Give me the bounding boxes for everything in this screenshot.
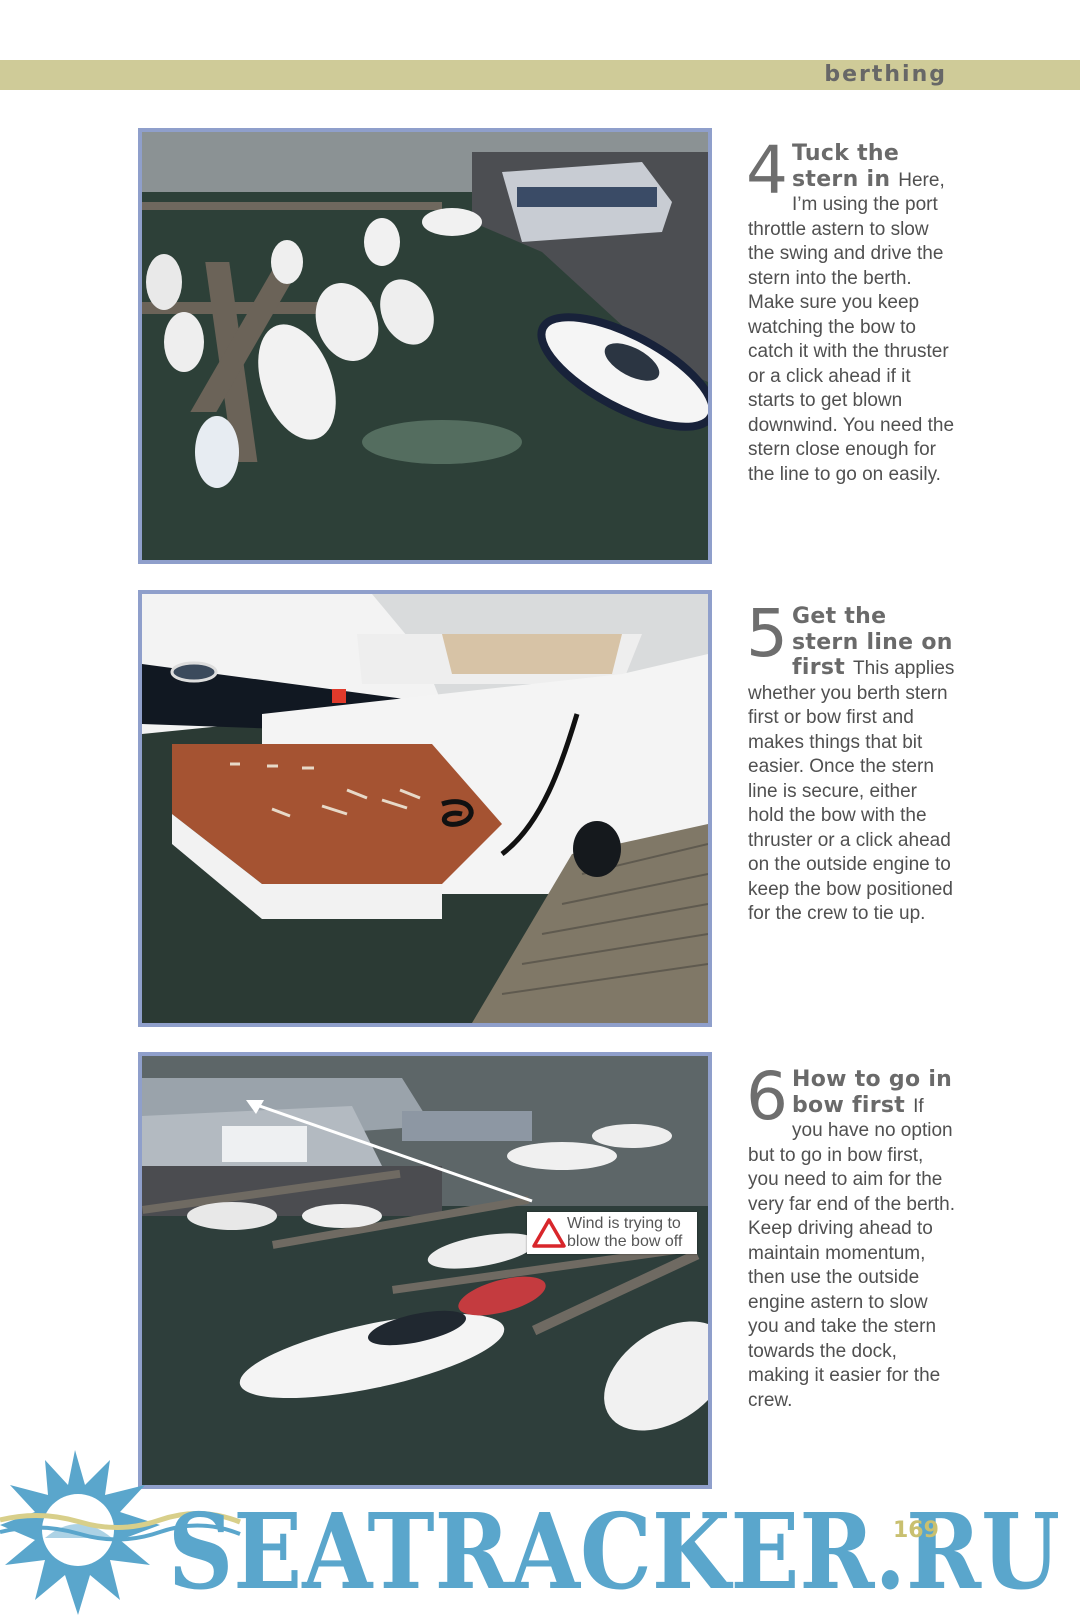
step-number: 5: [746, 595, 788, 672]
step-body: If you have no option but to go in bow first, you need to aim for the very far end of the berth. Keep driving ahead to maintain momentum, then use the outside engine astern to slow you and take the stern towards the dock, making it easier for the crew.: [748, 1095, 956, 1411]
step-6: [746, 1058, 958, 1413]
photo-bow-first-aerial: [138, 1052, 712, 1489]
page-number: 169: [893, 1518, 939, 1543]
photo-aerial-marina: [138, 128, 712, 564]
section-header-band: [0, 60, 1080, 90]
wind-callout-line2: blow the bow off: [567, 1233, 683, 1250]
watermark-text: SEATRACKER.RU: [168, 1490, 1060, 1613]
step-body: This applies whether you berth stern first or bow first and makes things that bit easier. Once the stern line is secure, either hold the bow with the thruster or a click ahead on the outside engine to keep the bow positioned for the crew to tie up.: [748, 658, 955, 924]
photo-stern-closeup: [138, 590, 712, 1027]
step-heading: How to go in bow first: [792, 1067, 953, 1118]
step-body: Here, I’m using the port throttle astern to slow the swing and drive the stern into the berth. Make sure you keep watching the bow to catch it with the thruster or a click ahead if it starts to get blown downwind. You need the stern close enough for the line to go on easily.: [748, 169, 955, 485]
wind-callout: [527, 1212, 697, 1254]
step-5: [746, 595, 958, 927]
step-heading: Get the stern line on first: [792, 604, 953, 680]
step-heading: Tuck the stern in: [792, 141, 900, 192]
warning-triangle-icon: [532, 1217, 566, 1249]
step-4: [746, 132, 958, 487]
wind-callout-line1: Wind is trying to: [567, 1215, 681, 1232]
wind-callout-text: [567, 1215, 682, 1251]
step-number: 6: [746, 1058, 788, 1135]
section-label: berthing: [824, 62, 947, 87]
step-number: 4: [746, 132, 788, 209]
